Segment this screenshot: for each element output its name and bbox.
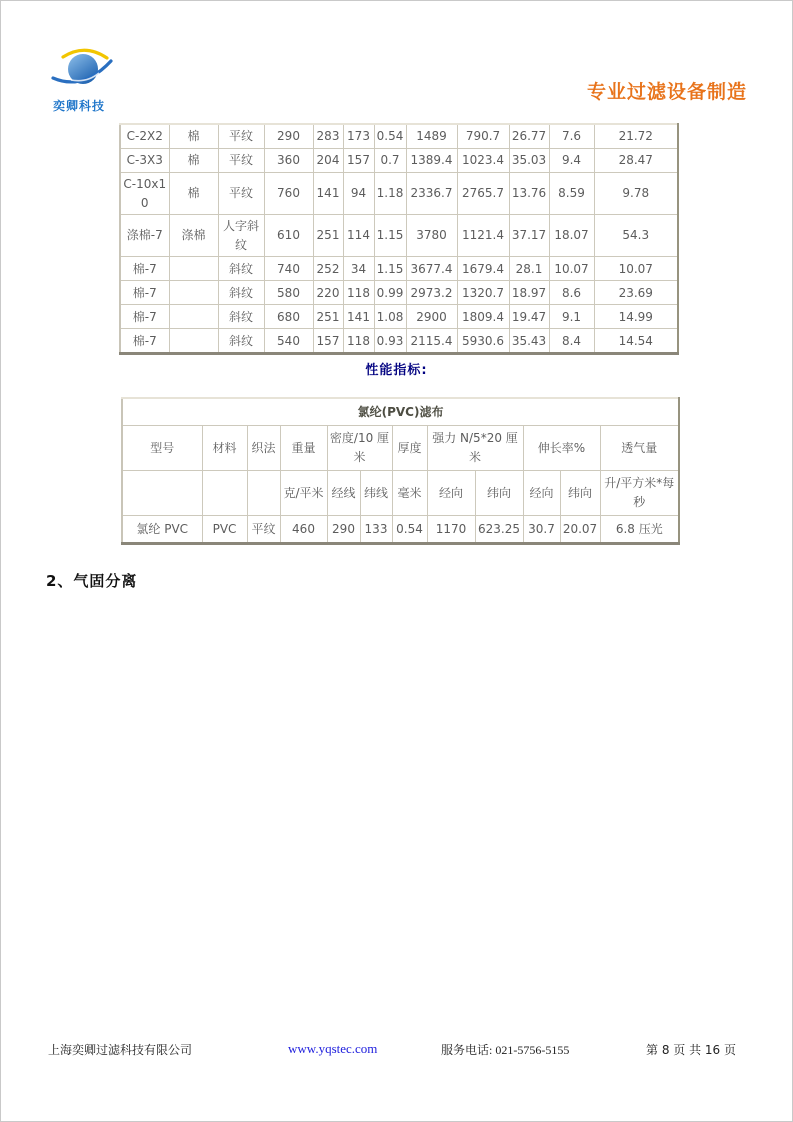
subheader-cell	[247, 471, 280, 516]
table-row	[120, 281, 678, 305]
table-cell: 5930.6	[457, 329, 509, 354]
table-row	[122, 516, 679, 544]
table-cell: 涤棉-7	[120, 215, 169, 257]
table-cell: C-10x10	[120, 173, 169, 215]
table-cell: 3780	[406, 215, 457, 257]
table-cell: 2115.4	[406, 329, 457, 354]
footer-service-phone: 服务电话: 021-5756-5155	[441, 1043, 570, 1057]
table-cell: 30.7	[523, 516, 560, 544]
subheader-cell: 毫米	[392, 471, 427, 516]
table-cell: 623.25	[475, 516, 523, 544]
table-cell: 0.99	[374, 281, 406, 305]
table-row	[120, 329, 678, 354]
table-cell: 棉-7	[120, 281, 169, 305]
table-cell	[169, 305, 218, 329]
table-cell: 3677.4	[406, 257, 457, 281]
table-cell: 760	[264, 173, 313, 215]
table-cell: 118	[343, 281, 374, 305]
table-cell: 2765.7	[457, 173, 509, 215]
table-cell: 23.69	[594, 281, 678, 305]
footer-website-link[interactable]: www.yqstec.com	[288, 1041, 378, 1056]
pvc-table-body	[122, 516, 679, 544]
table-cell: 680	[264, 305, 313, 329]
table-cell: 360	[264, 149, 313, 173]
subheader-cell: 纬向	[475, 471, 523, 516]
table-cell: 251	[313, 305, 343, 329]
table-cell: 棉-7	[120, 329, 169, 354]
table-cell: 34	[343, 257, 374, 281]
table-cell: 棉	[169, 149, 218, 173]
table-cell: 251	[313, 215, 343, 257]
table-cell: 21.72	[594, 124, 678, 149]
table-cell: 6.8 压光	[600, 516, 679, 544]
table-cell: 棉-7	[120, 305, 169, 329]
subheader-cell: 经向	[427, 471, 475, 516]
table-cell: 157	[343, 149, 374, 173]
pvc-table-header	[122, 398, 679, 516]
table-cell: 8.4	[549, 329, 594, 354]
table-cell: 26.77	[509, 124, 549, 149]
table-row	[120, 173, 678, 215]
header-cell: 透气量	[600, 426, 679, 471]
table-cell: 118	[343, 329, 374, 354]
filter-cloth-spec-table	[119, 123, 679, 355]
table-cell: 1489	[406, 124, 457, 149]
table-cell	[169, 257, 218, 281]
table-cell: 220	[313, 281, 343, 305]
table-cell: 252	[313, 257, 343, 281]
table-subheader-row	[122, 471, 679, 516]
table-cell: 0.54	[392, 516, 427, 544]
table-cell: 棉	[169, 124, 218, 149]
subheader-cell: 纬向	[560, 471, 600, 516]
footer-page-number: 第 8 页 共 16 页	[646, 1043, 736, 1057]
table-cell: 10.07	[594, 257, 678, 281]
subheader-cell: 纬线	[360, 471, 392, 516]
subheader-cell	[122, 471, 202, 516]
table-cell: 人字斜纹	[218, 215, 264, 257]
table-cell: 204	[313, 149, 343, 173]
table-cell: PVC	[202, 516, 247, 544]
table-cell: 157	[313, 329, 343, 354]
table-cell: 610	[264, 215, 313, 257]
table-cell: 290	[264, 124, 313, 149]
table-cell: 9.1	[549, 305, 594, 329]
section-heading-gas-solid-separation: 2、气固分离	[46, 572, 138, 590]
table-cell: 790.7	[457, 124, 509, 149]
table-cell: 540	[264, 329, 313, 354]
table-cell: 0.93	[374, 329, 406, 354]
table-cell: 1023.4	[457, 149, 509, 173]
header-cell: 型号	[122, 426, 202, 471]
table-cell: 2336.7	[406, 173, 457, 215]
table-cell: 114	[343, 215, 374, 257]
company-logo	[47, 45, 157, 114]
table-cell: 460	[280, 516, 327, 544]
subheader-cell: 经向	[523, 471, 560, 516]
table-cell: 平纹	[247, 516, 280, 544]
table-cell: 棉-7	[120, 257, 169, 281]
table-cell	[169, 281, 218, 305]
table-cell: 7.6	[549, 124, 594, 149]
table-title: 氯纶(PVC)滤布	[122, 398, 679, 426]
footer-company-name: 上海奕卿过滤科技有限公司	[48, 1043, 193, 1057]
table-cell: 1320.7	[457, 281, 509, 305]
header-cell: 织法	[247, 426, 280, 471]
table-cell: 1.15	[374, 257, 406, 281]
table-cell: 斜纹	[218, 281, 264, 305]
header-cell: 厚度	[392, 426, 427, 471]
table-cell: C-2X2	[120, 124, 169, 149]
table-cell: 18.07	[549, 215, 594, 257]
subheader-cell: 克/平米	[280, 471, 327, 516]
table-cell: 13.76	[509, 173, 549, 215]
subheader-cell: 升/平方米*每秒	[600, 471, 679, 516]
table-row	[120, 215, 678, 257]
table-row	[120, 257, 678, 281]
filter-cloth-spec-table-body	[120, 124, 678, 354]
table-cell: 斜纹	[218, 329, 264, 354]
header-cell: 强力 N/5*20 厘米	[427, 426, 523, 471]
table-cell: 283	[313, 124, 343, 149]
table-header-row	[122, 426, 679, 471]
table-cell: 1170	[427, 516, 475, 544]
table-cell: 35.03	[509, 149, 549, 173]
table-cell: 18.97	[509, 281, 549, 305]
table-cell: 19.47	[509, 305, 549, 329]
table-title-row	[122, 398, 679, 426]
table-cell: 10.07	[549, 257, 594, 281]
table-cell: 173	[343, 124, 374, 149]
table-cell: 14.54	[594, 329, 678, 354]
table-cell: 斜纹	[218, 257, 264, 281]
table-cell: 棉	[169, 173, 218, 215]
logo-text: 奕卿科技	[53, 99, 106, 113]
table-cell: 35.43	[509, 329, 549, 354]
header-slogan: 专业过滤设备制造	[586, 81, 747, 103]
table-cell: 133	[360, 516, 392, 544]
header-cell: 密度/10 厘米	[327, 426, 392, 471]
header-cell: 材料	[202, 426, 247, 471]
header-cell: 重量	[280, 426, 327, 471]
table-cell: 1.15	[374, 215, 406, 257]
table-cell: 1389.4	[406, 149, 457, 173]
page-footer	[1, 1041, 792, 1061]
table-cell: 平纹	[218, 149, 264, 173]
performance-indicators-label: 性能指标:	[365, 363, 428, 378]
table-cell: 1679.4	[457, 257, 509, 281]
table-cell: 28.47	[594, 149, 678, 173]
table-cell: 740	[264, 257, 313, 281]
table-cell: 1121.4	[457, 215, 509, 257]
table-cell: 14.99	[594, 305, 678, 329]
table-cell: 9.4	[549, 149, 594, 173]
table-cell: 2900	[406, 305, 457, 329]
table-cell: 8.6	[549, 281, 594, 305]
table-cell: 8.59	[549, 173, 594, 215]
table-cell: 平纹	[218, 173, 264, 215]
table-cell: 1.08	[374, 305, 406, 329]
table-cell: 涤棉	[169, 215, 218, 257]
table-cell: 94	[343, 173, 374, 215]
table-cell: 580	[264, 281, 313, 305]
header-cell: 伸长率%	[523, 426, 600, 471]
pvc-filter-cloth-table	[121, 397, 680, 545]
table-cell: 2973.2	[406, 281, 457, 305]
table-cell: 1.18	[374, 173, 406, 215]
subheader-cell	[202, 471, 247, 516]
table-cell: 141	[343, 305, 374, 329]
subheader-cell: 经线	[327, 471, 360, 516]
table-cell: 54.3	[594, 215, 678, 257]
table-cell: 氯纶 PVC	[122, 516, 202, 544]
table-cell: 37.17	[509, 215, 549, 257]
table-row	[120, 124, 678, 149]
table-row	[120, 305, 678, 329]
table-cell: 20.07	[560, 516, 600, 544]
table-cell: C-3X3	[120, 149, 169, 173]
table-cell: 斜纹	[218, 305, 264, 329]
table-cell: 平纹	[218, 124, 264, 149]
table-cell	[169, 329, 218, 354]
table-cell: 9.78	[594, 173, 678, 215]
table-cell: 0.54	[374, 124, 406, 149]
table-cell: 28.1	[509, 257, 549, 281]
table-cell: 290	[327, 516, 360, 544]
table-cell: 141	[313, 173, 343, 215]
table-cell: 0.7	[374, 149, 406, 173]
table-cell: 1809.4	[457, 305, 509, 329]
table-row	[120, 149, 678, 173]
